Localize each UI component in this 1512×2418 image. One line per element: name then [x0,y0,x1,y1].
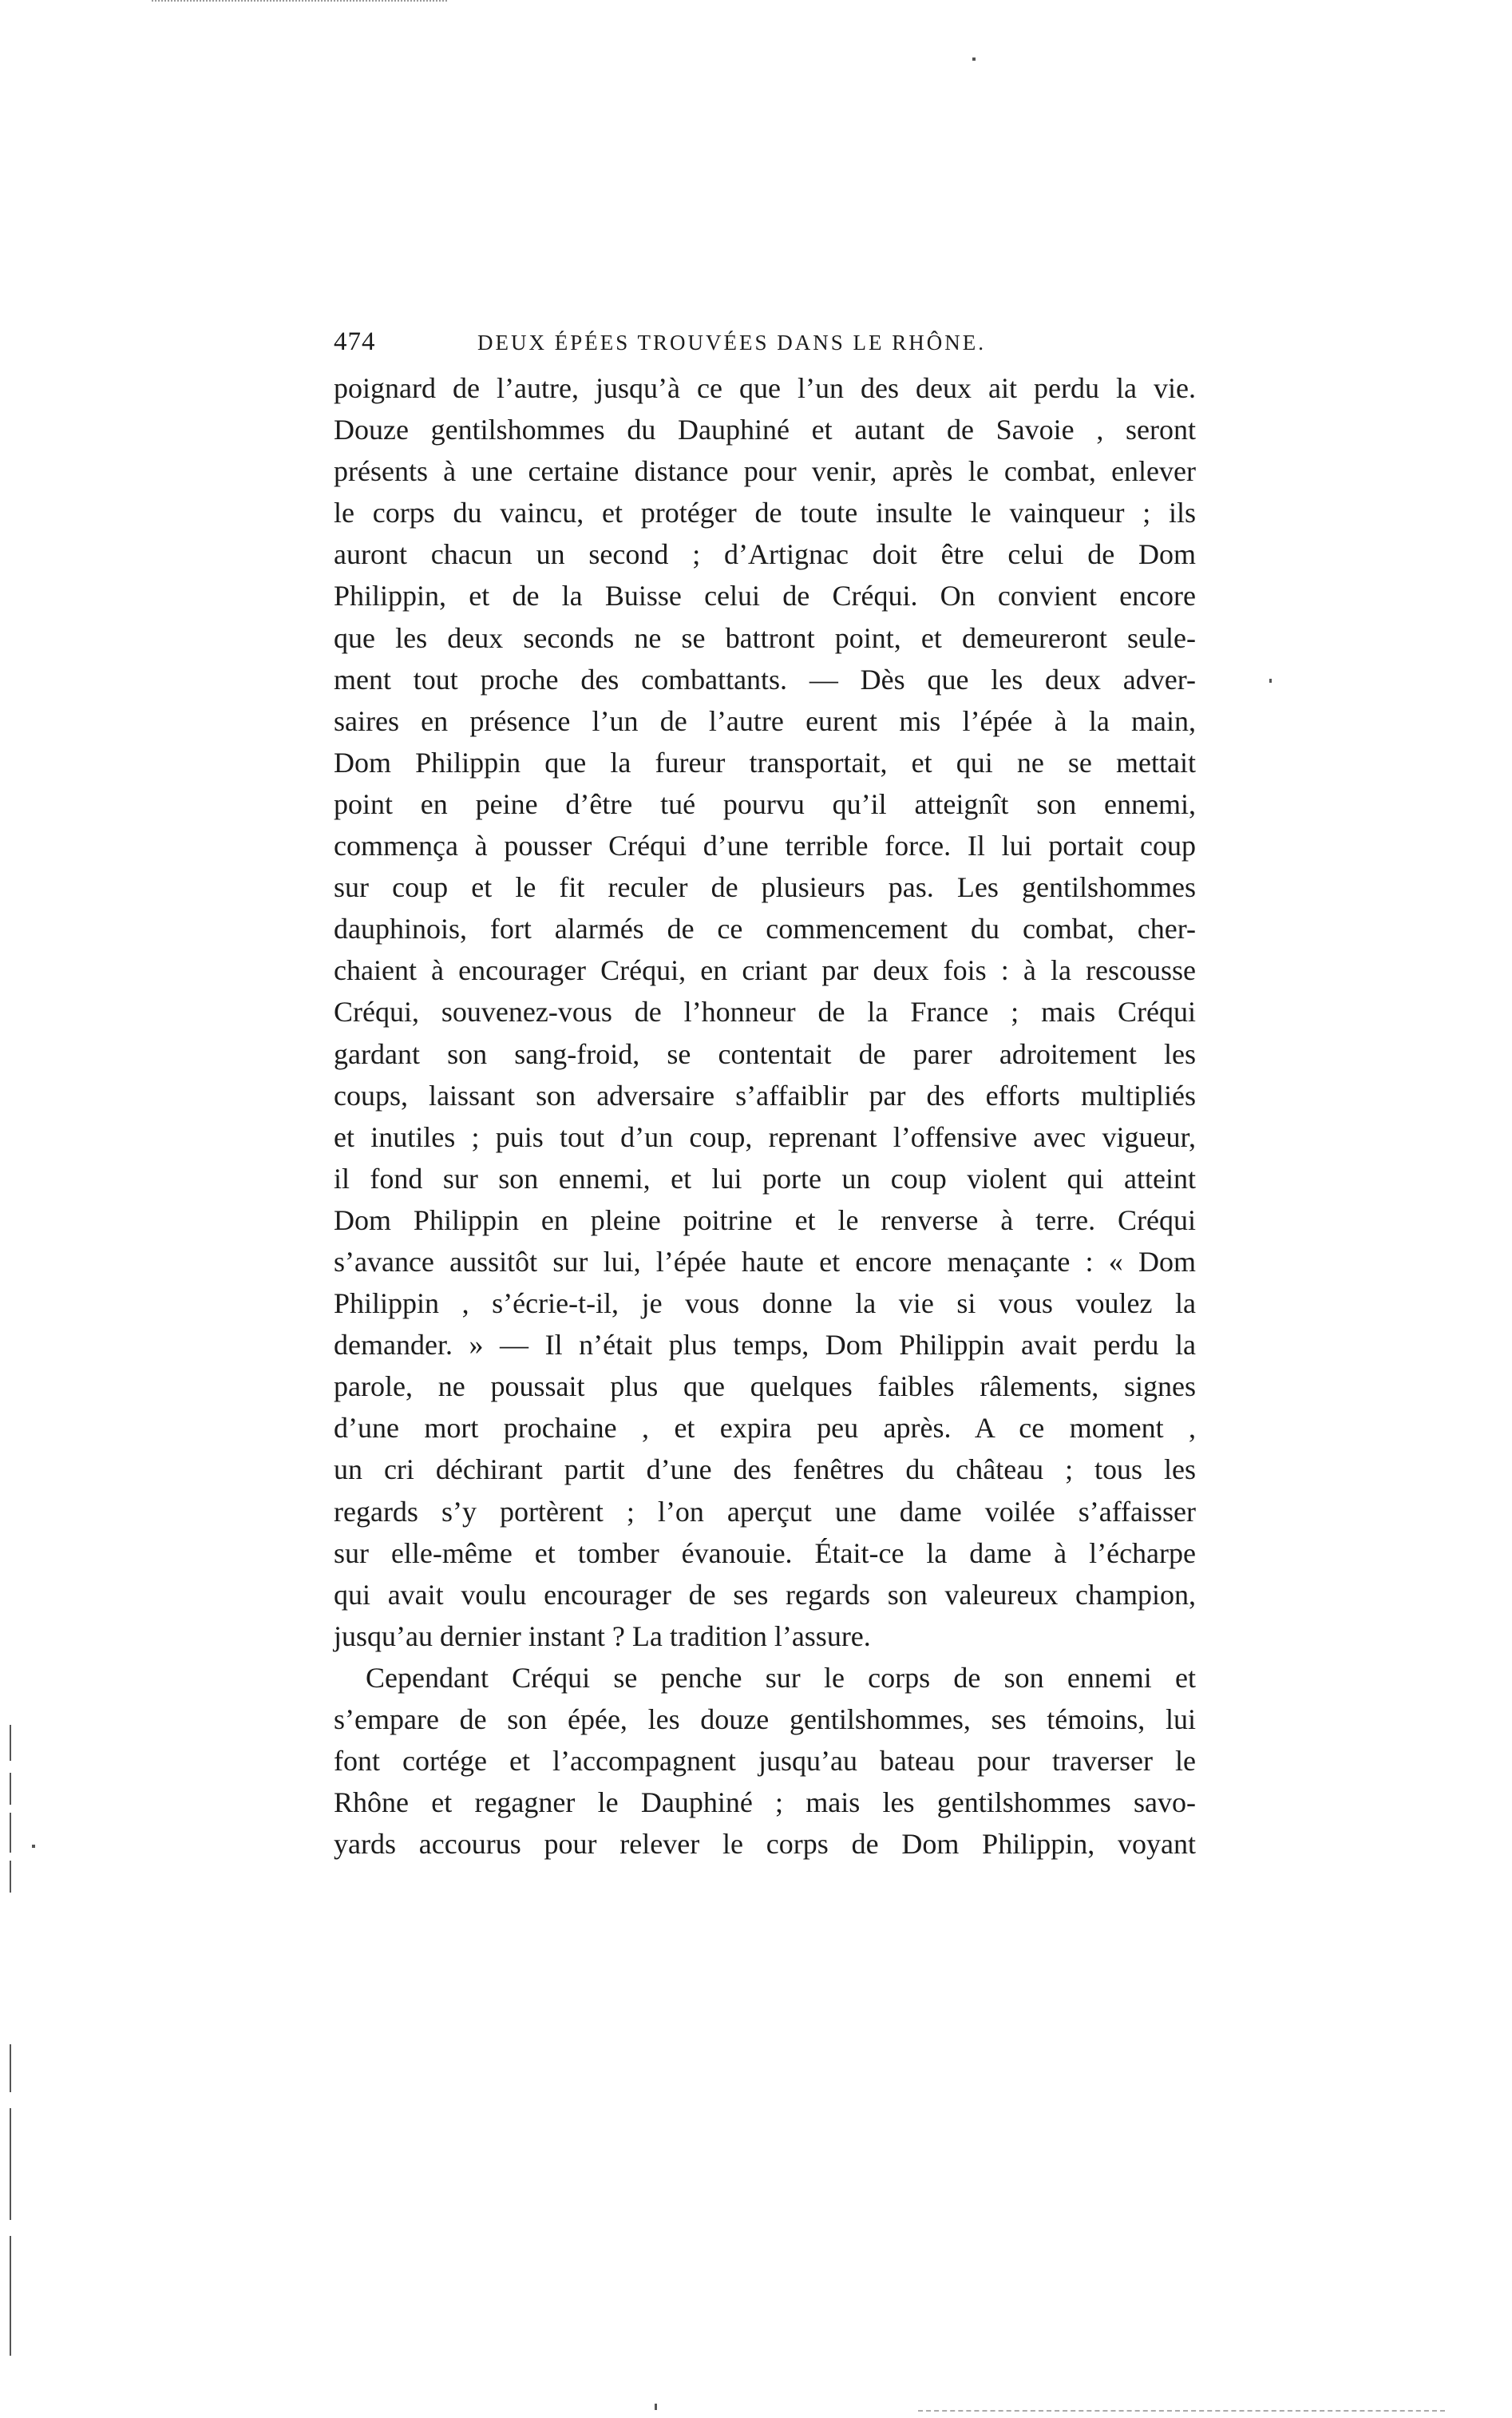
scan-artifact-dot [972,57,976,61]
text-line: sur elle-même et tomber évanouie. Était-ce la dame à l’écharpe [334,1536,1196,1569]
text-line: font cortége et l’accompagnent jusqu’au bateau pour traverser le [334,1745,1196,1778]
scan-artifact-dot [1269,679,1272,683]
scan-artifact-dot [32,1845,35,1848]
text-line: que les deux seconds ne se battront point, et demeureront seule- [334,621,1196,654]
text-line: auront chacun un second ; d’Artignac doit être celui de Dom [334,538,1196,571]
text-line: un cri déchirant partit d’une des fenêtres du château ; tous les [334,1453,1196,1486]
scan-artifact-bottom [918,2410,1445,2414]
text-line: point en peine d’être tué pourvu qu’il atteignît son ennemi, [334,787,1196,820]
text-line: poignard de l’autre, jusqu’à ce que l’un des deux ait perdu la vie. [334,372,1196,404]
text-line: yards accourus pour relever le corps de Dom Philippin, voyant [334,1828,1196,1861]
text-line: Rhône et regagner le Dauphiné ; mais les gentilshommes savo- [334,1786,1196,1819]
text-line: saires en présence l’un de l’autre eurent mis l’épée à la main, [334,704,1196,737]
scan-artifact-left-line [10,1725,11,1761]
paragraph-start-line: Cependant Créqui se penche sur le corps de son ennemi et [366,1661,1196,1694]
text-line: Philippin , s’écrie-t-il, je vous donne la vie si vous voulez la [334,1287,1196,1320]
text-line: demander. » — Il n’était plus temps, Dom Philippin avait perdu la [334,1329,1196,1362]
scan-artifact-left-line [10,2108,11,2220]
text-line: commença à pousser Créqui d’une terrible force. Il lui portait coup [334,830,1196,862]
paragraph-end-line: jusqu’au dernier instant ? La tradition l’assure. [334,1619,871,1652]
scan-artifact-dot [655,2404,657,2410]
text-line: regards s’y portèrent ; l’on aperçut une dame voilée s’affaisser [334,1495,1196,1528]
scan-artifact-left-line [10,2044,11,2092]
scan-artifact-left-line [10,1773,11,1805]
scan-artifact-left-line [10,2236,11,2356]
text-line: Douze gentilshommes du Dauphiné et autant de Savoie , seront [334,414,1196,446]
scan-artifact-left-line [10,1813,11,1853]
scan-artifact-left-line [10,1861,11,1893]
text-line: d’une mort prochaine , et expira peu après. A ce moment , [334,1412,1196,1445]
text-line: Dom Philippin en pleine poitrine et le renverse à terre. Créqui [334,1203,1196,1236]
scan-artifact-top [152,0,447,4]
page-header [334,327,1212,367]
text-line: le corps du vaincu, et protéger de toute insulte le vainqueur ; ils [334,497,1196,529]
text-line: gardant son sang-froid, se contentait de parer adroitement les [334,1037,1196,1070]
page-number: 474 [334,327,376,356]
text-line: s’empare de son épée, les douze gentilshommes, ses témoins, lui [334,1703,1196,1735]
body-text [334,367,1196,1865]
running-title: DEUX ÉPÉES TROUVÉES DANS LE RHÔNE. [477,331,987,355]
text-line: dauphinois, fort alarmés de ce commencement du combat, cher- [334,913,1196,945]
text-line: Dom Philippin que la fureur transportait, et qui ne se mettait [334,746,1196,779]
text-line: coups, laissant son adversaire s’affaiblir par des efforts multipliés [334,1079,1196,1112]
text-line: et inutiles ; puis tout d’un coup, reprenant l’offensive avec vigueur, [334,1120,1196,1153]
text-line: sur coup et le fit reculer de plusieurs pas. Les gentilshommes [334,871,1196,904]
text-line: Philippin, et de la Buisse celui de Créqui. On convient encore [334,580,1196,612]
text-line: parole, ne poussait plus que quelques faibles râlements, signes [334,1370,1196,1403]
text-line: ment tout proche des combattants. — Dès que les deux adver- [334,663,1196,696]
text-line: qui avait voulu encourager de ses regards son valeureux champion, [334,1578,1196,1611]
text-line: Créqui, souvenez-vous de l’honneur de la France ; mais Créqui [334,996,1196,1029]
text-line: chaient à encourager Créqui, en criant par deux fois : à la rescousse [334,954,1196,987]
text-line: présents à une certaine distance pour venir, après le combat, enlever [334,455,1196,488]
text-line: il fond sur son ennemi, et lui porte un coup violent qui atteint [334,1162,1196,1195]
text-line: s’avance aussitôt sur lui, l’épée haute et encore menaçante : « Dom [334,1245,1196,1278]
